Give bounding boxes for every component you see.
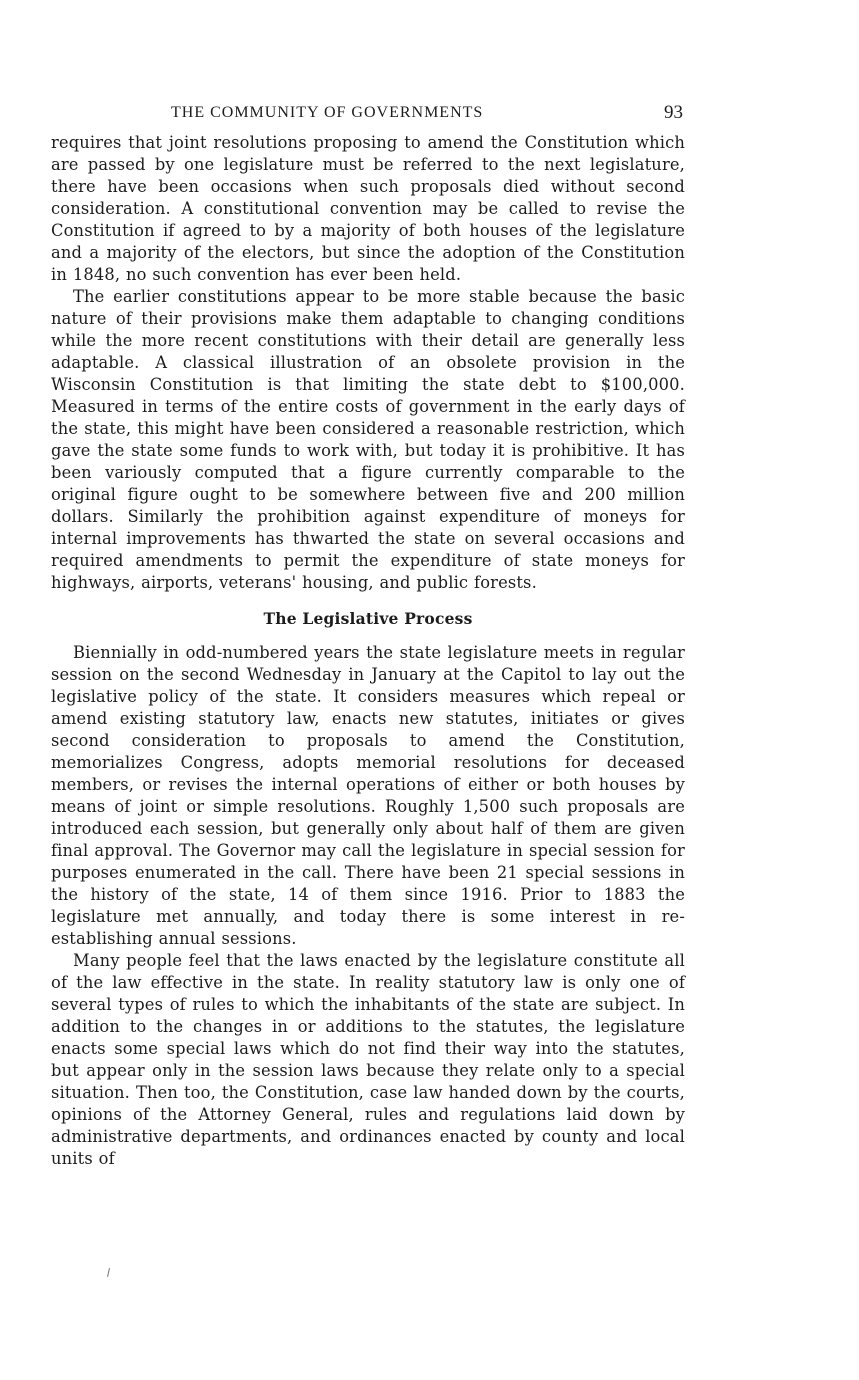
scan-mark	[107, 1268, 110, 1277]
page-number: 93	[664, 102, 683, 123]
section-heading: The Legislative Process	[263, 609, 473, 628]
body-paragraph: The earlier constitutions appear to be more stable because the basic nature of their provisions make them adaptable to changing conditions while the more recent constitutions with their detail are generally less adaptable. A classical illustration of an obsolete provision in the Wisconsin Constitution is that limiting the state debt to $100,000. Measured in terms of the entire costs of government in the early days of the state, this might have been considered a reasonable restriction, which gave the state some funds to work with, but today it is prohibitive. It has been variously computed that a figure currently comparable to the original figure ought to be somewhere between five and 200 million dollars. Similarly the prohibition against expenditure of moneys for internal improvements has thwarted the state on several occasions and required amendments to permit the expenditure of state moneys for highways, airports, veterans' housing, and public forests.	[51, 287, 685, 592]
book-page	[51, 98, 685, 1170]
running-title: THE COMMUNITY OF GOVERNMENTS	[171, 104, 484, 121]
body-paragraph-continued: requires that joint resolutions proposing to amend the Constitution which are passed by one legislature must be referred to the next legislature, there have been occasions when such proposals died without second consideration. A constitutional convention may be called to revise the Constitution if agreed to by a majority of both houses of the legislature and a majority of the electors, but since the adoption of the Constitution in 1848, no such convention has ever been held.	[51, 133, 685, 284]
running-header	[51, 98, 685, 132]
body-paragraph: Biennially in odd-numbered years the state legislature meets in regular session on the second Wednesday in January at the Capitol to lay out the legislative policy of the state. It considers measures which repeal or amend existing statutory law, enacts new statutes, initiates or gives second consideration to proposals to amend the Constitution, memorializes Congress, adopts memorial resolutions for deceased members, or revises the internal operations of either or both houses by means of joint or simple resolutions. Roughly 1,500 such proposals are introduced each session, but generally only about half of them are given final approval. The Governor may call the legislature in special session for purposes enumerated in the call. There have been 21 special sessions in the history of the state, 14 of them since 1916. Prior to 1883 the legislature met annually, and today there is some interest in re-establishing annual sessions.	[51, 643, 685, 948]
body-paragraph: Many people feel that the laws enacted by the legislature constitute all of the law effective in the state. In reality statutory law is only one of several types of rules to which the inhabitants of the state are subject. In addition to the changes in or additions to the statutes, the legislature enacts some special laws which do not find their way into the statutes, but appear only in the session laws because they relate only to a special situation. Then too, the Constitution, case law handed down by the courts, opinions of the Attorney General, rules and regulations laid down by administrative departments, and ordinances enacted by county and local units of	[51, 951, 685, 1168]
